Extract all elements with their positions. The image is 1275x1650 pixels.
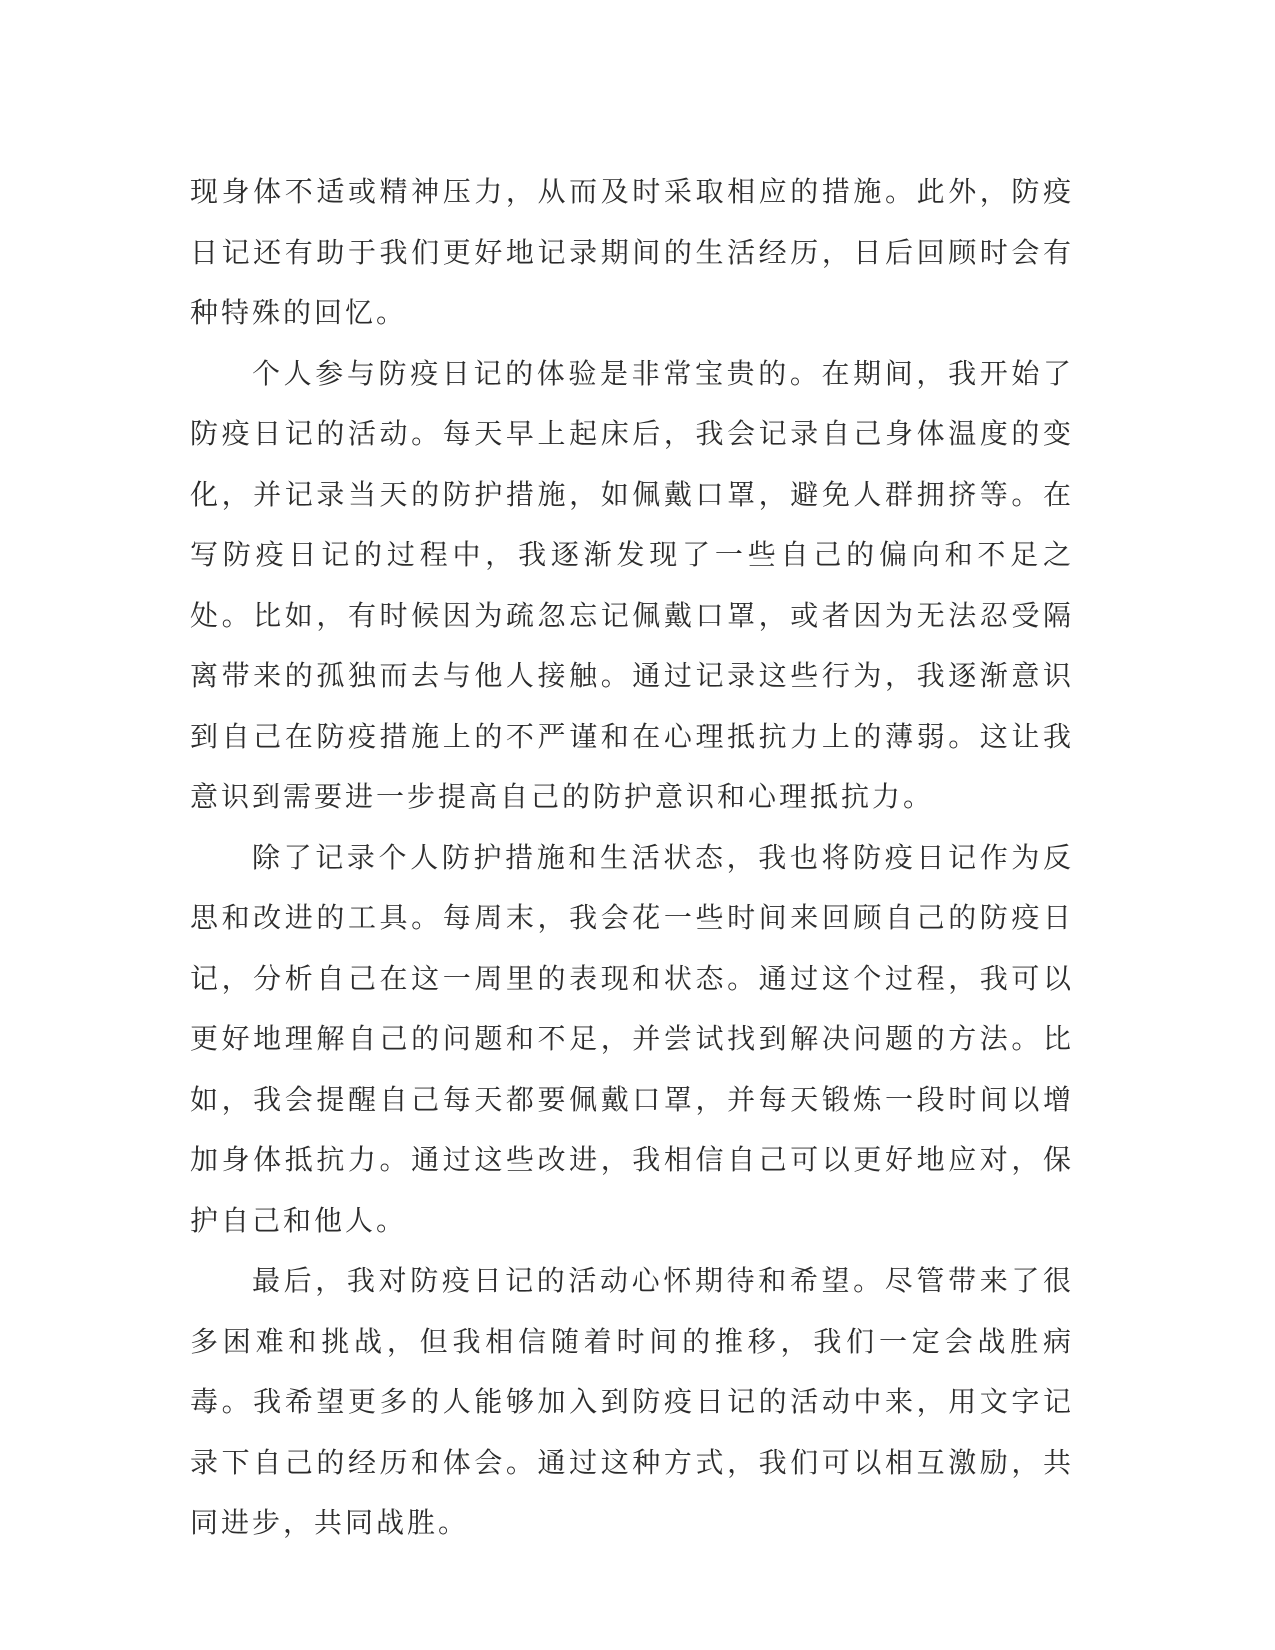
document-body: [190, 162, 1074, 1554]
paragraph-1: 现身体不适或精神压力，从而及时采取相应的措施。此外，防疫日记还有助于我们更好地记录期间的生活经历，日后回顾时会有种特殊的回忆。: [190, 175, 1074, 329]
paragraph-2: 个人参与防疫日记的体验是非常宝贵的。在期间，我开始了防疫日记的活动。每天早上起床后，我会记录自己身体温度的变化，并记录当天的防护措施，如佩戴口罩，避免人群拥挤等。在写防疫日记的过程中，我逐渐发现了一些自己的偏向和不足之处。比如，有时候因为疏忽忘记佩戴口罩，或者因为无法忍受隔离带来的孤独而去与他人接触。通过记录这些行为，我逐渐意识到自己在防疫措施上的不严谨和在心理抵抗力上的薄弱。这让我意识到需要进一步提高自己的防护意识和心理抵抗力。: [190, 356, 1074, 813]
paragraph-4: 最后，我对防疫日记的活动心怀期待和希望。尽管带来了很多困难和挑战，但我相信随着时间的推移，我们一定会战胜病毒。我希望更多的人能够加入到防疫日记的活动中来，用文字记录下自己的经历和体会。通过这种方式，我们可以相互激励，共同进步，共同战胜。: [190, 1264, 1074, 1539]
paragraph-3: 除了记录个人防护措施和生活状态，我也将防疫日记作为反思和改进的工具。每周末，我会花一些时间来回顾自己的防疫日记，分析自己在这一周里的表现和状态。通过这个过程，我可以更好地理解自己的问题和不足，并尝试找到解决问题的方法。比如，我会提醒自己每天都要佩戴口罩，并每天锻炼一段时间以增加身体抵抗力。通过这些改进，我相信自己可以更好地应对，保护自己和他人。: [190, 840, 1074, 1237]
